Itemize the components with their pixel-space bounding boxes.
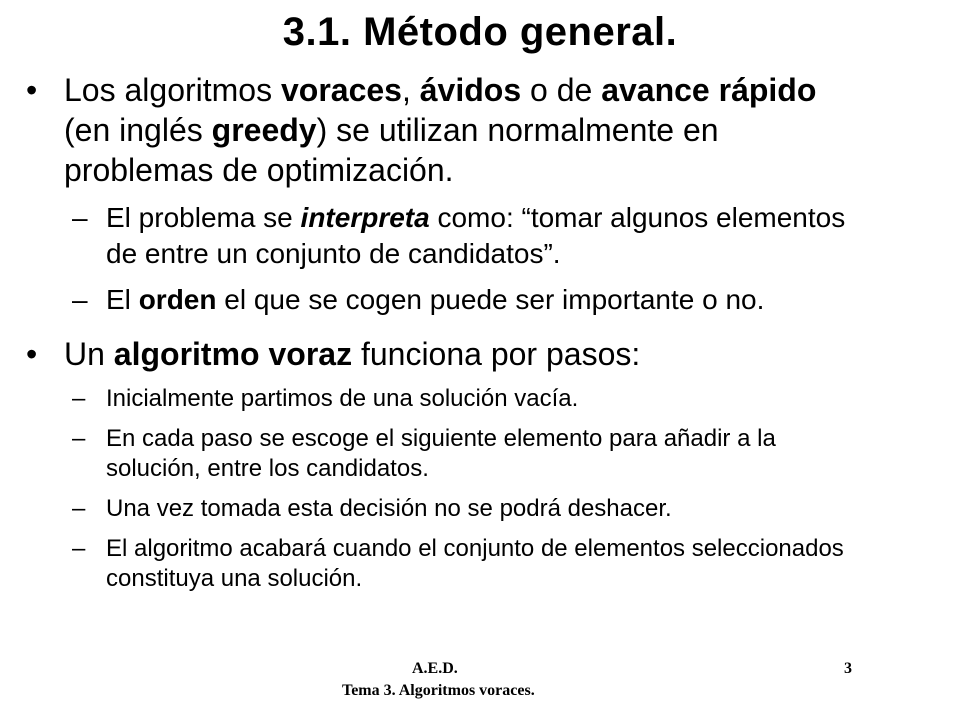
- step-item: – En cada paso se escoge el siguiente elemento para añadir a la solución, entre los candidatos.: [72, 425, 776, 482]
- bullet-greedy-steps: • Un algoritmo voraz funciona por pasos:: [26, 336, 641, 372]
- dash: –: [72, 425, 86, 452]
- step-item: – Inicialmente partimos de una solución vacía.: [72, 385, 579, 412]
- dash: –: [72, 495, 86, 522]
- slide-body: [0, 70, 960, 594]
- dash: –: [72, 202, 88, 233]
- sub-item-interpretation: – El problema se interpreta como: “tomar algunos elementos de entre un conjunto de candidatos”.: [72, 202, 846, 269]
- dash: –: [72, 284, 88, 315]
- dash: –: [72, 535, 86, 562]
- dash: –: [72, 385, 86, 412]
- slide-title: 3.1. Método general.: [282, 10, 678, 54]
- footer-course: A.E.D.: [412, 660, 458, 677]
- footer-topic: Tema 3. Algoritmos voraces.: [342, 682, 535, 699]
- sub-item-order: – El orden el que se cogen puede ser importante o no.: [0, 282, 876, 318]
- slide-footer: [0, 660, 960, 720]
- step-item: – Una vez tomada esta decisión no se podrá deshacer.: [72, 495, 672, 522]
- bullet-dot: •: [26, 72, 38, 108]
- page-number: 3: [844, 660, 852, 677]
- bullet-dot: •: [26, 336, 38, 372]
- bullet-greedy-definition: • Los algoritmos voraces, ávidos o de avance rápido (en inglés greedy) se utilizan normalmente en problemas de optimización.: [26, 72, 817, 188]
- step-item: – El algoritmo acabará cuando el conjunto de elementos seleccionados constituya una solución.: [72, 535, 844, 592]
